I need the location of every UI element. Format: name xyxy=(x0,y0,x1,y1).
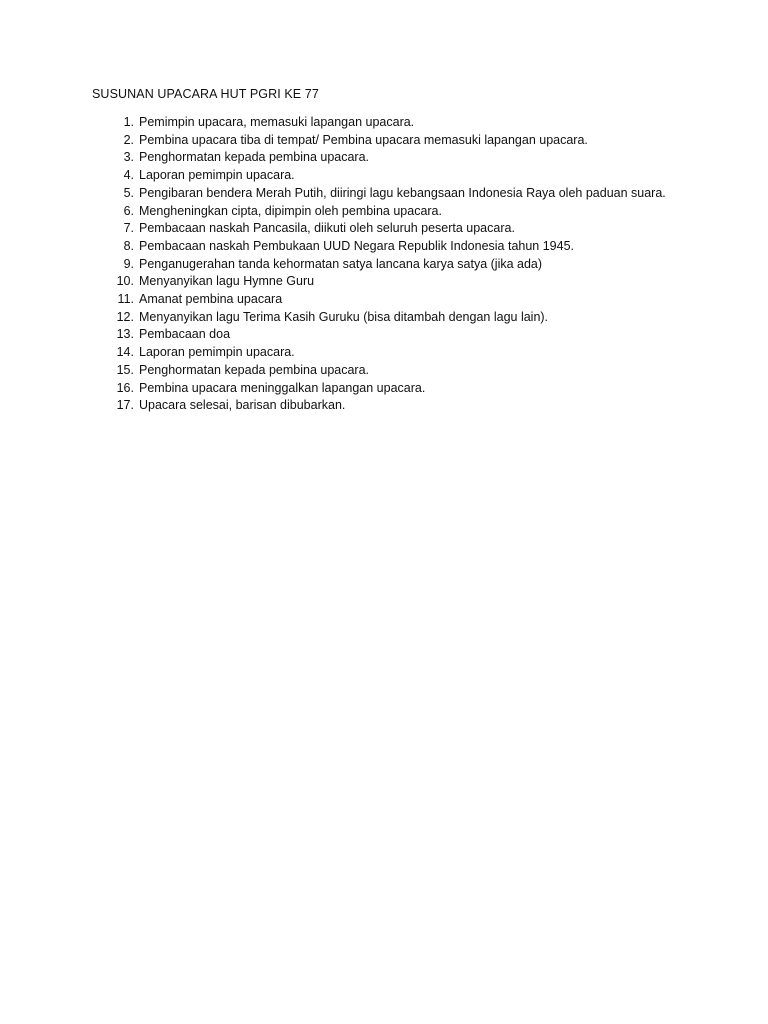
item-text: Pemimpin upacara, memasuki lapangan upacara. xyxy=(139,115,415,129)
item-number: 3. xyxy=(123,150,134,165)
item-text: Menyanyikan lagu Hymne Guru xyxy=(139,274,315,289)
item-text: Mengheningkan cipta, dipimpin oleh pembina upacara. xyxy=(139,203,442,218)
list-item xyxy=(92,362,672,380)
item-number: 10. xyxy=(116,274,134,289)
list-item xyxy=(92,203,672,221)
list-item xyxy=(92,397,672,415)
list-item xyxy=(92,114,672,132)
document-title: SUSUNAN UPACARA HUT PGRI KE 77 xyxy=(92,87,319,101)
list-item xyxy=(92,309,672,327)
ceremony-agenda-list xyxy=(92,114,672,415)
list-item xyxy=(92,344,672,362)
list-item xyxy=(92,132,672,150)
item-number: 6. xyxy=(123,203,134,218)
list-item xyxy=(92,291,672,309)
list-item xyxy=(92,273,672,291)
item-number: 16. xyxy=(116,380,134,395)
item-number: 13. xyxy=(116,327,134,342)
item-text: Laporan pemimpin upacara. xyxy=(139,345,295,360)
item-number: 8. xyxy=(123,238,134,253)
item-text: Pembacaan naskah Pembukaan UUD Negara Republik Indonesia tahun 1945. xyxy=(139,238,575,253)
item-text: Penganugerahan tanda kehormatan satya lancana karya satya (jika ada) xyxy=(139,256,543,271)
item-number: 7. xyxy=(123,221,134,236)
item-number: 2. xyxy=(123,132,134,147)
item-text: Pembacaan naskah Pancasila, diikuti oleh seluruh peserta upacara. xyxy=(139,221,515,236)
item-text: Amanat pembina upacara xyxy=(139,292,283,307)
item-number: 14. xyxy=(116,345,134,360)
item-text: Pembina upacara tiba di tempat/ Pembina upacara memasuki lapangan upacara. xyxy=(139,132,588,147)
item-number: 9. xyxy=(123,256,134,271)
item-number: 17. xyxy=(116,398,134,413)
list-item xyxy=(92,185,672,203)
item-text: Upacara selesai, barisan dibubarkan. xyxy=(139,398,346,413)
item-number: 4. xyxy=(123,168,134,183)
list-item xyxy=(92,149,672,167)
item-text: Laporan pemimpin upacara. xyxy=(139,168,295,183)
list-item xyxy=(92,256,672,274)
item-text: Penghormatan kepada pembina upacara. xyxy=(139,362,370,377)
item-text: Pengibaran bendera Merah Putih, diiringi lagu kebangsaan Indonesia Raya oleh paduan suara. xyxy=(139,185,666,200)
item-number: 11. xyxy=(117,292,134,307)
item-text: Menyanyikan lagu Terima Kasih Guruku (bisa ditambah dengan lagu lain). xyxy=(139,309,549,324)
list-item xyxy=(92,326,672,344)
list-item xyxy=(92,220,672,238)
list-item xyxy=(92,238,672,256)
list-item xyxy=(92,167,672,185)
item-text: Penghormatan kepada pembina upacara. xyxy=(139,150,370,165)
item-number: 15. xyxy=(116,362,134,377)
item-text: Pembacaan doa xyxy=(139,327,231,342)
item-number: 5. xyxy=(123,185,134,200)
item-number: 12. xyxy=(116,309,134,324)
item-number: 1. xyxy=(123,115,134,129)
list-item xyxy=(92,380,672,398)
item-text: Pembina upacara meninggalkan lapangan upacara. xyxy=(139,380,426,395)
